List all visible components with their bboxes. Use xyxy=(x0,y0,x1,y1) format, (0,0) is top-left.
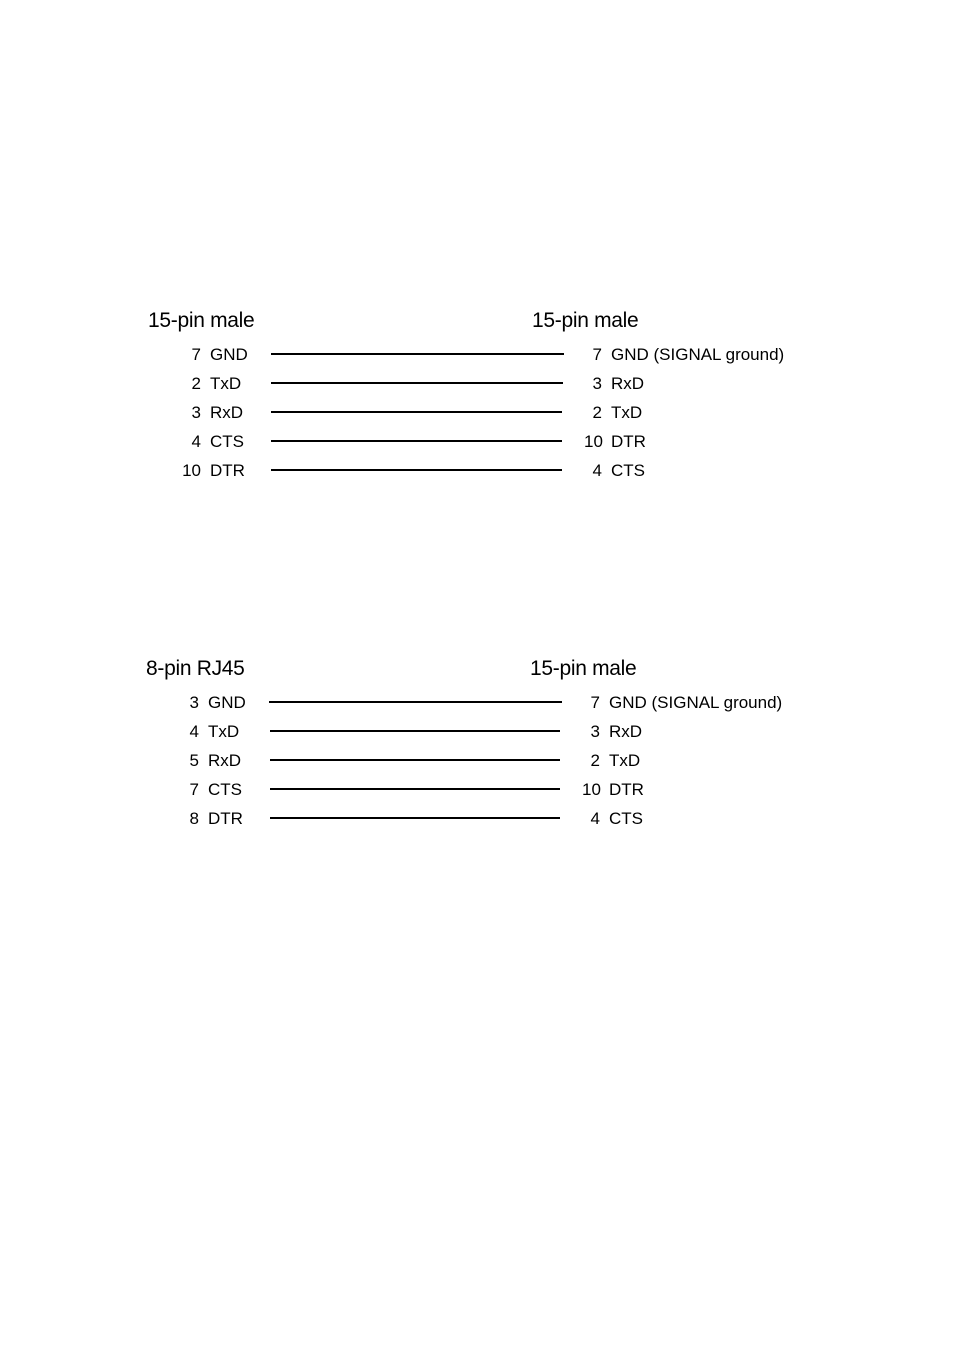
right-pin-number: 10 xyxy=(584,432,603,451)
right-pin-number: 3 xyxy=(590,722,600,741)
right-pin xyxy=(582,746,640,775)
left-pin-signal: TxD xyxy=(208,722,240,741)
left-pin xyxy=(179,775,242,804)
left-pin-number: 3 xyxy=(191,403,201,422)
left-pin-signal: GND xyxy=(210,345,248,364)
left-pin xyxy=(179,688,246,717)
right-pin xyxy=(582,775,644,804)
right-pin-signal: DTR xyxy=(611,432,646,451)
left-pin-number: 7 xyxy=(191,345,201,364)
right-pin-signal: GND (SIGNAL ground) xyxy=(611,345,785,364)
right-pin xyxy=(584,427,646,456)
left-pin-signal: DTR xyxy=(208,809,243,828)
left-pin-number: 10 xyxy=(182,461,201,480)
pin-connection-row xyxy=(0,688,954,717)
pin-connection-row xyxy=(0,398,954,427)
left-pin-number: 4 xyxy=(189,722,199,741)
wire-line xyxy=(271,382,563,384)
right-pin-number: 7 xyxy=(592,345,602,364)
right-pin xyxy=(584,369,644,398)
left-pin-number: 7 xyxy=(189,780,199,799)
right-pin-signal: RxD xyxy=(611,374,645,393)
left-pin-signal: GND xyxy=(208,693,246,712)
right-pin xyxy=(584,398,642,427)
left-pin xyxy=(181,456,245,485)
right-pin-number: 2 xyxy=(592,403,602,422)
left-pin-signal: CTS xyxy=(210,432,244,451)
pin-connection-row xyxy=(0,340,954,369)
left-pin-number: 2 xyxy=(191,374,201,393)
right-pin xyxy=(582,717,642,746)
left-pin xyxy=(179,717,239,746)
wire-line xyxy=(270,817,560,819)
left-pin-number: 4 xyxy=(191,432,201,451)
wire-line xyxy=(269,701,562,703)
right-pin-number: 3 xyxy=(592,374,602,393)
pin-connection-row xyxy=(0,746,954,775)
wire-line xyxy=(270,730,560,732)
right-pin-number: 2 xyxy=(590,751,600,770)
left-pin xyxy=(179,804,243,833)
right-pin-signal: CTS xyxy=(611,461,645,480)
right-pin-signal: TxD xyxy=(609,751,641,770)
left-pin-signal: RxD xyxy=(208,751,242,770)
left-pin-number: 5 xyxy=(189,751,199,770)
pin-connection-row xyxy=(0,427,954,456)
right-pin-signal: RxD xyxy=(609,722,643,741)
left-pin xyxy=(181,427,244,456)
wire-line xyxy=(271,411,562,413)
left-pin xyxy=(179,746,241,775)
right-pin xyxy=(584,340,784,369)
right-connector-header: 15-pin male xyxy=(532,309,639,332)
left-connector-header: 15-pin male xyxy=(148,309,255,332)
left-pin-number: 3 xyxy=(189,693,199,712)
left-pin-signal: TxD xyxy=(210,374,242,393)
wire-line xyxy=(271,440,562,442)
right-connector-header: 15-pin male xyxy=(530,657,637,680)
right-pin-number: 4 xyxy=(592,461,602,480)
pin-connection-row xyxy=(0,717,954,746)
pinout-diagram-15pin-to-15pin xyxy=(0,306,954,506)
left-pin-signal: CTS xyxy=(208,780,242,799)
left-pin-signal: RxD xyxy=(210,403,244,422)
left-pin xyxy=(181,369,241,398)
left-connector-header: 8-pin RJ45 xyxy=(146,657,245,680)
right-pin-number: 10 xyxy=(582,780,601,799)
right-pin xyxy=(582,688,782,717)
right-pin-number: 7 xyxy=(590,693,600,712)
pin-connection-row xyxy=(0,456,954,485)
wire-line xyxy=(270,759,560,761)
right-pin-number: 4 xyxy=(590,809,600,828)
right-pin-signal: GND (SIGNAL ground) xyxy=(609,693,783,712)
left-pin-number: 8 xyxy=(189,809,199,828)
left-pin xyxy=(181,340,248,369)
wire-line xyxy=(270,788,560,790)
right-pin-signal: CTS xyxy=(609,809,643,828)
left-pin-signal: DTR xyxy=(210,461,245,480)
pinout-diagram-rj45-to-15pin xyxy=(0,654,954,854)
right-pin xyxy=(584,456,645,485)
right-pin-signal: TxD xyxy=(611,403,643,422)
pin-connection-row xyxy=(0,804,954,833)
right-pin-signal: DTR xyxy=(609,780,644,799)
wire-line xyxy=(271,469,562,471)
pin-connection-row xyxy=(0,775,954,804)
left-pin xyxy=(181,398,243,427)
right-pin xyxy=(582,804,643,833)
pin-connection-row xyxy=(0,369,954,398)
wire-line xyxy=(271,353,564,355)
